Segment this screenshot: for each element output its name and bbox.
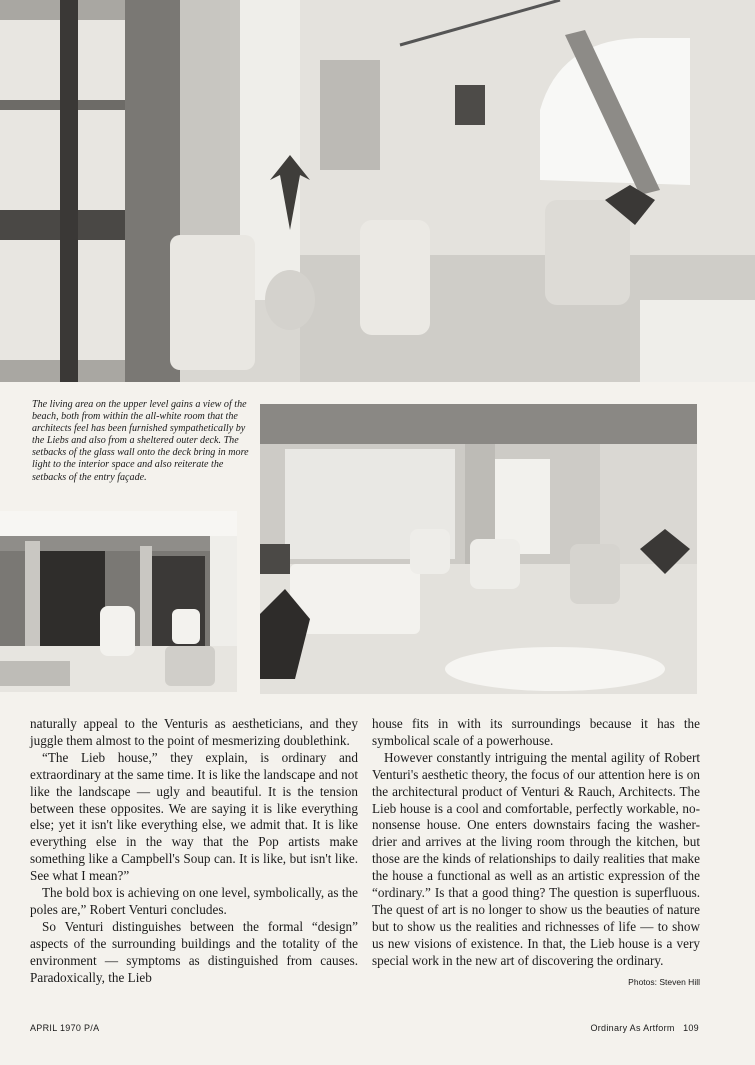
photo-caption: The living area on the upper level gains a view of the beach, both from within the all-white room that the architects feel has been furnished sympathetically by the Liebs and also from a sheltered outer deck. The setbacks of the glass wall onto the deck bring in more light to the interior space and also reiterate the setbacks of the entry façade. (32, 399, 249, 483)
photo-interior-sofa (260, 404, 697, 694)
photo-living-area (0, 0, 755, 382)
paragraph: house fits in with its surroundings because it has the symbolical scale of a powerhouse. (372, 716, 700, 748)
body-column-right (372, 716, 700, 991)
paragraph: So Venturi distinguishes between the formal “design” aspects of the surrounding buildings and the totality of the environment — symptoms as distinguished from causes. Paradoxically, the Lieb (30, 918, 358, 985)
footer-title-page: Ordinary As Artform 109 (590, 1023, 699, 1033)
photo-credit: Photos: Steven Hill (628, 976, 700, 987)
body-column-left (30, 716, 358, 987)
paragraph: “The Lieb house,” they explain, is ordinary and extraordinary at the same time. It is like the landscape and not like the landscape — ugly and beautiful. It is the tension between these opposites. We are saying it is like everything else; yet it isn't like everything else, we admit that. It is like everything else in the way that the Pop artists make something like a Campbell's Soup can. It is like, but isn't like. See what I mean?” (30, 749, 358, 884)
paragraph: The bold box is achieving on one level, symbolically, as the poles are,” Robert Venturi concludes. (30, 885, 358, 917)
paragraph: naturally appeal to the Venturis as aestheticians, and they juggle them almost to the point of mesmerizing doublethink. (30, 716, 358, 748)
paragraph: However constantly intriguing the mental agility of Robert Venturi's aesthetic theory, the focus of our attention here is on the architectural product of Venturi & Rauch, Architects. The Lieb house is a cool and comfortable, perfectly workable, no-nonsense house. One enters downstairs facing the washer-drier and arrives at the living room through the kitchen, but those are the kinds of relationships to daily realities that make the house a functional as well as an artistic expression of the “ordinary.” Is that a good thing? The question is superfluous. The quest of art is no longer to show us the beauties of nature but to show us the realities and richnesses of life — to show us new visions of existence. In that, the Lieb house is a very special work in the new art of discovering the ordinary. (372, 749, 700, 968)
photo-exterior-deck (0, 511, 237, 692)
footer-issue: APRIL 1970 P/A (30, 1023, 100, 1033)
